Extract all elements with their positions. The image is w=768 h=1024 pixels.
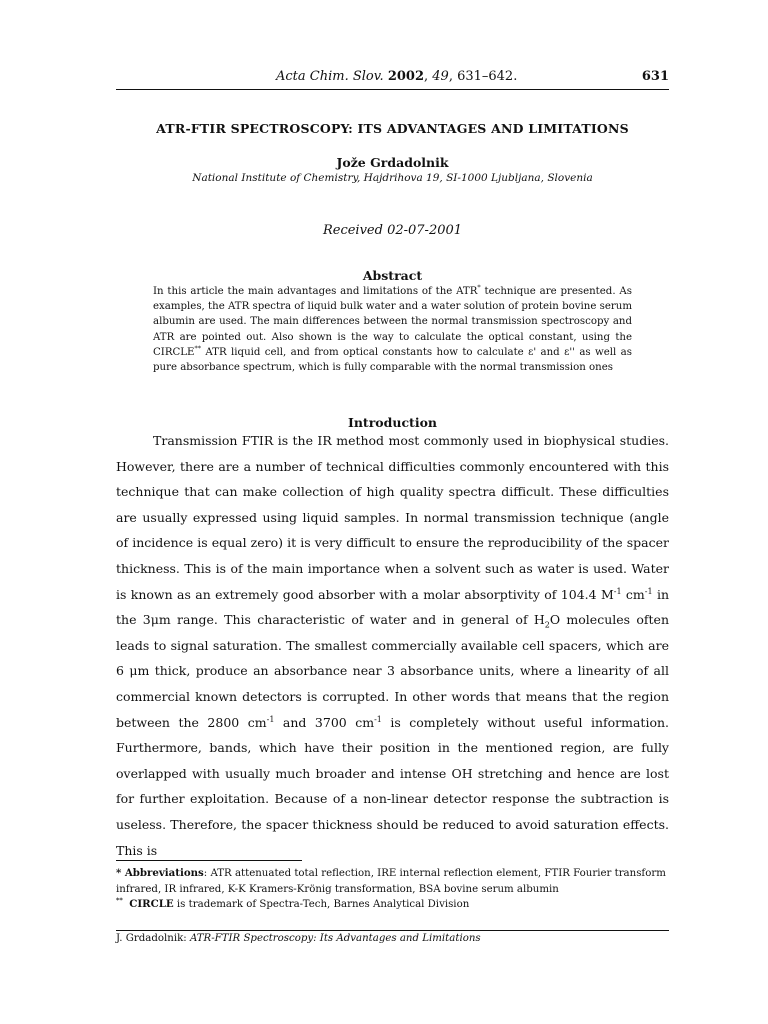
intro-sup-m: -1	[613, 586, 622, 596]
intro-part-1: Transmission FTIR is the IR method most commonly used in biophysical studies. However, there are a number of technical difficulties commonly encountered with this technique that can make collection of high quality spectra difficult. These difficulties are usually expressed using liquid samples. In normal transmission technique (angle of incidence is equal zero) it is very difficult to ensure the reproducibility of the spacer thickness. This is of the main importance when a solvent such as water is used. Water is known as an extremely good absorber with a molar absorptivity of 104.4 M	[116, 433, 669, 602]
author-affiliation: National Institute of Chemistry, Hajdrihova 19, SI-1000 Ljubljana, Slovenia	[192, 172, 593, 184]
footnote-1-text: : ATR attenuated total reflection, IRE internal reflection element, FTIR Fourier transform infrared, IR infrared, K-K Kramers-Krönig transformation, BSA bovine serum albumin	[116, 868, 666, 895]
footnote-1-marker: *	[116, 867, 125, 879]
journal-pages: , 631–642.	[448, 69, 518, 84]
abstract-footnote-mark-2: **	[194, 344, 201, 353]
footnote-1-label: Abbreviations	[124, 867, 204, 879]
journal-volume: 49	[432, 69, 449, 84]
intro-part-3: O molecules often leads to signal saturation. The smallest commercially available cell spacers, which are 6 μm thick, produce an absorbance near 3 absorbance units, where a linearity of all commercial known detectors is corrupted. In other words that means that the region between the 2800 cm	[116, 612, 669, 730]
footnote-2-label: CIRCLE	[129, 898, 174, 910]
footer-author: J. Grdadolnik:	[116, 933, 190, 944]
footer-separator	[116, 930, 669, 931]
introduction-heading: Introduction	[347, 415, 438, 430]
introduction-paragraph	[116, 428, 669, 863]
intro-sub-2: 2	[544, 620, 550, 630]
page-number: 631	[641, 69, 669, 84]
article-author: Jože Grdadolnik	[336, 155, 449, 170]
footnote-circle	[116, 897, 669, 913]
running-footer	[116, 933, 481, 944]
footnote-2-text: is trademark of Spectra-Tech, Barnes Analytical Division	[173, 899, 470, 910]
intro-sup-a: -1	[266, 714, 275, 724]
journal-year: 2002	[387, 69, 424, 84]
footnote-abbreviations	[116, 866, 669, 897]
intro-part-4: and 3700 cm	[274, 714, 375, 730]
intro-part-5: is completely without useful information. Furthermore, bands, which have their position in the mentioned region, are fully overlapped with usually much broader and intense OH stretching and hence are lost for further exploitation. Because of a non-linear detector response the subtraction is useless. Therefore, the spacer thickness should be reduced to avoid saturation effects. This is	[116, 714, 669, 858]
journal-citation: Acta Chim. Slov. 2002, 49, 631–642.	[276, 69, 518, 84]
abstract-part-2: technique are presented. As examples, the ATR spectra of liquid bulk water and a water solution of protein bovine serum albumin are used. The main differences between the normal transmission spectroscopy and ATR are pointed out. Also shown is the way to calculate the optical constant, using the CIRCLE	[153, 286, 632, 358]
intro-sup-cm: -1	[644, 586, 653, 596]
running-header	[116, 69, 669, 90]
footer-running-title: ATR-FTIR Spectroscopy: Its Advantages and Limitations	[189, 933, 481, 944]
intro-sup-b: -1	[374, 714, 382, 724]
abstract-footnote-mark-1: *	[477, 283, 481, 292]
abstract-text	[153, 284, 632, 375]
received-date: Received 02-07-2001	[322, 223, 463, 238]
abstract-part-1: In this article the main advantages and limitations of the ATR	[153, 286, 478, 297]
intro-part-2: in the 3μm range. This characteristic of water and in general of H	[116, 586, 669, 628]
journal-name: Acta Chim. Slov.	[276, 69, 384, 84]
footnotes	[116, 866, 669, 913]
abstract-part-3: ATR liquid cell, and from optical constants how to calculate ε' and ε'' as well as pure absorbance spectrum, which is fully comparable with the normal transmission ones	[153, 346, 632, 374]
intro-part-1b: cm	[621, 586, 645, 602]
abstract-heading: Abstract	[362, 268, 423, 283]
footnote-2-marker: **	[116, 896, 123, 905]
footnote-separator	[116, 860, 302, 861]
article-title: ATR-FTIR SPECTROSCOPY: ITS ADVANTAGES AND LIMITATIONS	[156, 121, 629, 136]
